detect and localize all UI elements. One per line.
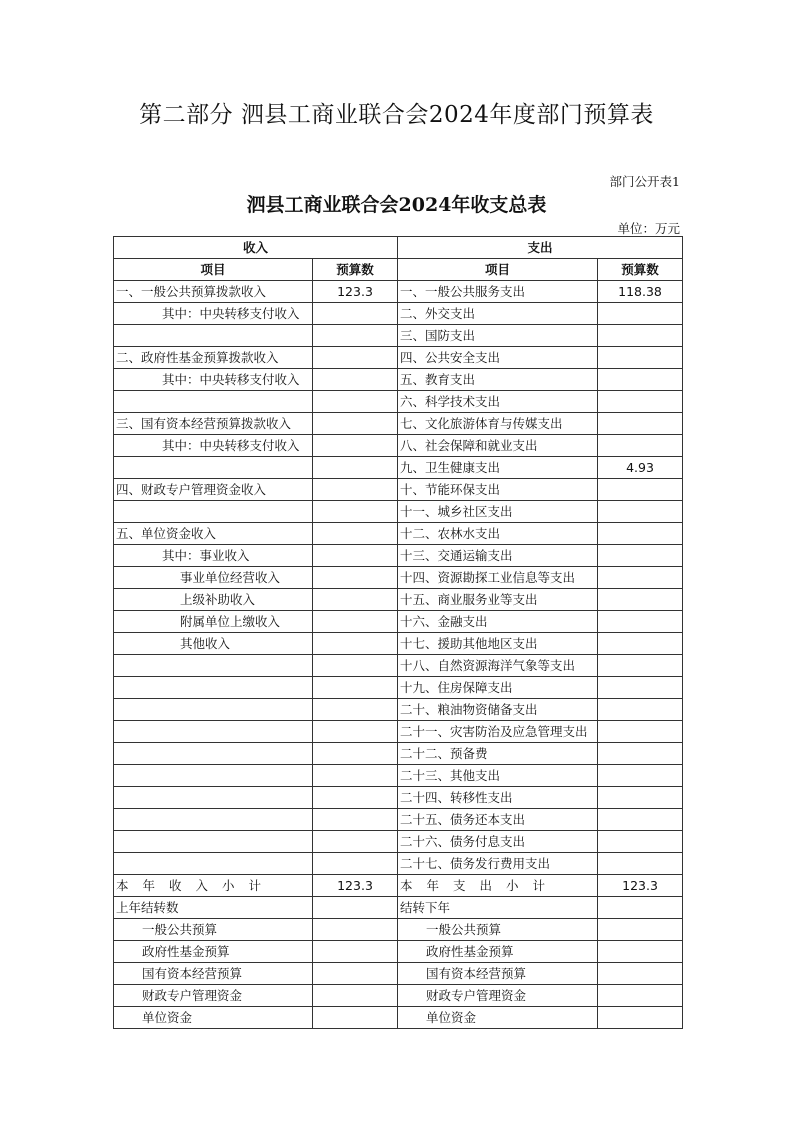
expense-item-cell: 五、教育支出 <box>398 369 598 391</box>
expense-value-cell <box>598 655 683 677</box>
expense-value-cell <box>598 611 683 633</box>
expense-item-cell: 十九、住房保障支出 <box>398 677 598 699</box>
expense-value-cell <box>598 523 683 545</box>
income-value-cell <box>313 523 398 545</box>
income-value-cell <box>313 985 398 1007</box>
income-value-cell <box>313 347 398 369</box>
expense-item-cell: 二十二、预备费 <box>398 743 598 765</box>
table-row <box>114 523 683 545</box>
income-item-cell: 国有资本经营预算 <box>114 963 313 985</box>
income-item-cell: 其他收入 <box>114 633 313 655</box>
table-row <box>114 831 683 853</box>
expense-item-cell: 六、科学技术支出 <box>398 391 598 413</box>
expense-item-cell: 十二、农林水支出 <box>398 523 598 545</box>
income-value-cell <box>313 501 398 523</box>
income-item-cell: 财政专户管理资金 <box>114 985 313 1007</box>
income-value-cell <box>313 853 398 875</box>
income-value-cell <box>313 743 398 765</box>
expense-value-cell <box>598 765 683 787</box>
table-row <box>114 457 683 479</box>
expense-value-cell <box>598 545 683 567</box>
expense-value-cell <box>598 743 683 765</box>
income-value-cell <box>313 369 398 391</box>
table-row <box>114 985 683 1007</box>
table-row <box>114 809 683 831</box>
income-value-cell <box>313 721 398 743</box>
table-row <box>114 545 683 567</box>
income-item-cell <box>114 787 313 809</box>
expense-item-cell: 十一、城乡社区支出 <box>398 501 598 523</box>
expense-item-cell: 七、文化旅游体育与传媒支出 <box>398 413 598 435</box>
income-item-cell: 上级补助收入 <box>114 589 313 611</box>
income-value-cell <box>313 391 398 413</box>
income-value-cell <box>313 809 398 831</box>
expense-item-cell: 十三、交通运输支出 <box>398 545 598 567</box>
expense-item-cell: 二十三、其他支出 <box>398 765 598 787</box>
table-row <box>114 787 683 809</box>
income-item-cell <box>114 853 313 875</box>
table-row <box>114 567 683 589</box>
expense-item-cell: 二十六、债务付息支出 <box>398 831 598 853</box>
income-value-cell <box>313 589 398 611</box>
expense-value-cell <box>598 677 683 699</box>
income-item-cell: 一、一般公共预算拨款收入 <box>114 281 313 303</box>
income-value-cell: 123.3 <box>313 875 398 897</box>
expense-item-cell: 十五、商业服务业等支出 <box>398 589 598 611</box>
expense-value-cell <box>598 479 683 501</box>
page-title: 第二部分 泗县工商业联合会2024年度部门预算表 <box>139 102 654 128</box>
table-row <box>114 589 683 611</box>
income-value-cell <box>313 325 398 347</box>
income-item-cell: 上年结转数 <box>114 897 313 919</box>
table-row <box>114 435 683 457</box>
table-row <box>114 941 683 963</box>
income-item-cell <box>114 765 313 787</box>
income-item-cell: 事业单位经营收入 <box>114 567 313 589</box>
unit-label: 单位：万元 <box>617 221 680 236</box>
form-number: 部门公开表1 <box>609 174 680 189</box>
expense-item-cell: 结转下年 <box>398 897 598 919</box>
expense-value-cell <box>598 787 683 809</box>
expense-value-cell <box>598 435 683 457</box>
expense-value-cell <box>598 809 683 831</box>
expense-budget-header: 预算数 <box>598 259 683 281</box>
expense-value-cell <box>598 985 683 1007</box>
income-item-cell: 一般公共预算 <box>114 919 313 941</box>
table-row <box>114 611 683 633</box>
table-row <box>114 633 683 655</box>
income-item-cell <box>114 743 313 765</box>
income-value-cell <box>313 655 398 677</box>
expense-item-cell: 二十五、债务还本支出 <box>398 809 598 831</box>
table-row <box>114 875 683 897</box>
expense-item-cell: 二十、粮油物资储备支出 <box>398 699 598 721</box>
expense-value-cell: 118.38 <box>598 281 683 303</box>
table-title: 泗县工商业联合会2024年收支总表 <box>246 194 547 216</box>
table-row <box>114 281 683 303</box>
income-value-cell <box>313 611 398 633</box>
income-item-cell <box>114 699 313 721</box>
expense-value-cell <box>598 699 683 721</box>
income-budget-header: 预算数 <box>313 259 398 281</box>
expense-value-cell <box>598 633 683 655</box>
budget-table <box>113 236 683 1029</box>
income-item-header: 项目 <box>114 259 313 281</box>
table-row <box>114 765 683 787</box>
income-value-cell <box>313 897 398 919</box>
expense-value-cell <box>598 831 683 853</box>
income-value-cell <box>313 765 398 787</box>
income-item-cell <box>114 457 313 479</box>
expense-item-cell: 财政专户管理资金 <box>398 985 598 1007</box>
expense-item-cell: 二、外交支出 <box>398 303 598 325</box>
expense-value-cell: 4.93 <box>598 457 683 479</box>
table-body <box>114 281 683 1029</box>
table-row <box>114 655 683 677</box>
expense-value-cell <box>598 853 683 875</box>
expense-value-cell <box>598 347 683 369</box>
income-value-cell <box>313 919 398 941</box>
expense-item-cell: 十四、资源勘探工业信息等支出 <box>398 567 598 589</box>
income-value-cell <box>313 677 398 699</box>
income-item-cell: 三、国有资本经营预算拨款收入 <box>114 413 313 435</box>
table-row <box>114 963 683 985</box>
income-value-cell <box>313 479 398 501</box>
table-row <box>114 721 683 743</box>
table-row <box>114 501 683 523</box>
table-row <box>114 677 683 699</box>
income-item-cell: 二、政府性基金预算拨款收入 <box>114 347 313 369</box>
expense-item-cell: 十七、援助其他地区支出 <box>398 633 598 655</box>
income-item-cell: 四、财政专户管理资金收入 <box>114 479 313 501</box>
expense-value-cell <box>598 941 683 963</box>
expense-value-cell <box>598 897 683 919</box>
income-value-cell <box>313 413 398 435</box>
expense-item-cell: 三、国防支出 <box>398 325 598 347</box>
table-row <box>114 369 683 391</box>
income-value-cell <box>313 435 398 457</box>
income-value-cell <box>313 963 398 985</box>
income-item-cell: 单位资金 <box>114 1007 313 1029</box>
expense-item-header: 项目 <box>398 259 598 281</box>
income-value-cell <box>313 787 398 809</box>
expense-value-cell <box>598 325 683 347</box>
income-item-cell: 本年收入小计 <box>114 875 313 897</box>
income-value-cell <box>313 941 398 963</box>
expense-item-cell: 十、节能环保支出 <box>398 479 598 501</box>
table-row <box>114 303 683 325</box>
income-item-cell <box>114 391 313 413</box>
income-value-cell <box>313 633 398 655</box>
income-item-cell <box>114 721 313 743</box>
table-row <box>114 1007 683 1029</box>
table-row <box>114 919 683 941</box>
expense-value-cell <box>598 721 683 743</box>
expense-value-cell <box>598 413 683 435</box>
expense-item-cell: 八、社会保障和就业支出 <box>398 435 598 457</box>
table-row <box>114 853 683 875</box>
expense-item-cell: 一、一般公共服务支出 <box>398 281 598 303</box>
income-item-cell: 其中：事业收入 <box>114 545 313 567</box>
expense-item-cell: 十八、自然资源海洋气象等支出 <box>398 655 598 677</box>
income-item-cell: 附属单位上缴收入 <box>114 611 313 633</box>
income-item-cell <box>114 655 313 677</box>
income-item-cell: 其中：中央转移支付收入 <box>114 303 313 325</box>
income-item-cell: 政府性基金预算 <box>114 941 313 963</box>
expense-value-cell <box>598 391 683 413</box>
income-value-cell <box>313 457 398 479</box>
income-item-cell: 其中：中央转移支付收入 <box>114 369 313 391</box>
expense-value-cell: 123.3 <box>598 875 683 897</box>
income-value-cell <box>313 545 398 567</box>
income-value-cell <box>313 1007 398 1029</box>
table-row <box>114 325 683 347</box>
income-item-cell <box>114 831 313 853</box>
expense-item-cell: 一般公共预算 <box>398 919 598 941</box>
expense-value-cell <box>598 303 683 325</box>
income-item-cell <box>114 501 313 523</box>
expense-value-cell <box>598 369 683 391</box>
table-row <box>114 699 683 721</box>
income-item-cell <box>114 325 313 347</box>
expense-item-cell: 国有资本经营预算 <box>398 963 598 985</box>
expense-item-cell: 单位资金 <box>398 1007 598 1029</box>
income-value-cell: 123.3 <box>313 281 398 303</box>
income-value-cell <box>313 831 398 853</box>
table-row <box>114 897 683 919</box>
income-item-cell: 其中：中央转移支付收入 <box>114 435 313 457</box>
table-row <box>114 743 683 765</box>
income-header: 收入 <box>114 237 398 259</box>
table-row <box>114 347 683 369</box>
expense-value-cell <box>598 963 683 985</box>
table-row <box>114 391 683 413</box>
expense-item-cell: 二十七、债务发行费用支出 <box>398 853 598 875</box>
expense-item-cell: 四、公共安全支出 <box>398 347 598 369</box>
expense-item-cell: 本年支出小计 <box>398 875 598 897</box>
income-item-cell <box>114 677 313 699</box>
income-item-cell: 五、单位资金收入 <box>114 523 313 545</box>
expense-value-cell <box>598 501 683 523</box>
income-item-cell <box>114 809 313 831</box>
expense-value-cell <box>598 919 683 941</box>
expense-item-cell: 政府性基金预算 <box>398 941 598 963</box>
expense-item-cell: 二十四、转移性支出 <box>398 787 598 809</box>
expense-item-cell: 九、卫生健康支出 <box>398 457 598 479</box>
expense-value-cell <box>598 589 683 611</box>
expense-item-cell: 二十一、灾害防治及应急管理支出 <box>398 721 598 743</box>
income-value-cell <box>313 303 398 325</box>
table-row <box>114 479 683 501</box>
expense-item-cell: 十六、金融支出 <box>398 611 598 633</box>
table-row <box>114 413 683 435</box>
expense-header: 支出 <box>398 237 683 259</box>
income-value-cell <box>313 699 398 721</box>
income-value-cell <box>313 567 398 589</box>
expense-value-cell <box>598 567 683 589</box>
expense-value-cell <box>598 1007 683 1029</box>
